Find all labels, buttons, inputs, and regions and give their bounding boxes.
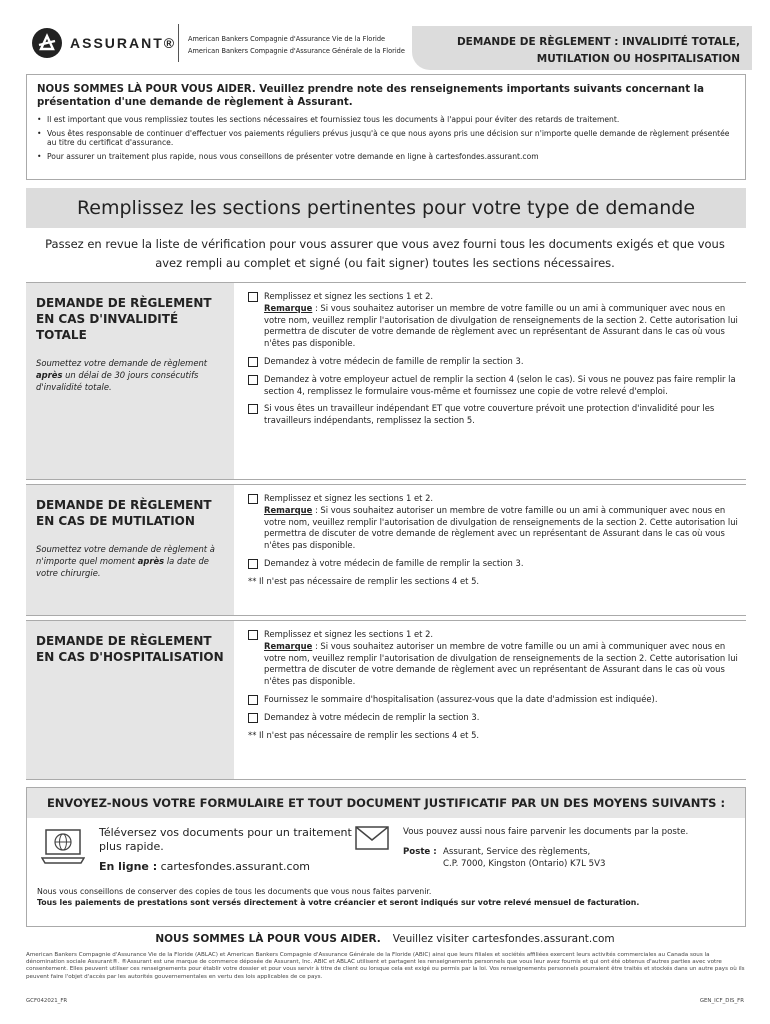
assurant-logo xyxy=(32,28,176,58)
form-title xyxy=(412,26,752,70)
remarque-label: Remarque xyxy=(264,302,313,313)
help-list xyxy=(37,115,735,161)
section-nb: ** Il n'est pas nécessaire de remplir les sections 4 et 5. xyxy=(248,575,480,586)
section-sidebar xyxy=(26,485,234,615)
remarque-text: : Si vous souhaitez autoriser un membre de votre famille ou un ami à communiquer avec nous en votre nom, veuillez remplir l'autorisation de divulgation de renseignements de la section 2. Cette autorisation lui permettra de discuter de votre demande de règlement avec un représentant de Assurant dans le cas où vous n'êtes pas disponible. xyxy=(264,302,738,349)
section-note xyxy=(36,543,224,579)
mail-address-line: Assurant, Service des règlements, xyxy=(443,847,591,857)
section-note xyxy=(36,357,224,393)
mail-label: Poste : xyxy=(403,847,437,857)
section-hospitalisation xyxy=(26,620,746,780)
remarque xyxy=(264,641,742,688)
company-name: American Bankers Compagnie d'Assurance Générale de la Floride xyxy=(188,47,405,55)
laptop-globe-icon xyxy=(41,828,85,866)
company-names xyxy=(188,33,405,57)
checkbox[interactable] xyxy=(248,559,258,569)
section-title: DEMANDE DE RÈGLEMENT EN CAS D'HOSPITALISATION xyxy=(36,634,224,664)
form-title-line: MUTILATION OU HOSPITALISATION xyxy=(536,53,740,65)
online-text: Téléversez vos documents pour un traitement plus rapide. xyxy=(99,826,352,853)
item-text: Remplissez et signez les sections 1 et 2. xyxy=(264,629,434,639)
send-note: Nous vous conseillons de conserver des copies de tous les documents que vous nous faites parvenir. xyxy=(37,887,432,896)
help-bullet: • Il est important que vous remplissiez toutes les sections nécessaires et fournissiez tous les documents à l'appui pour éviter des retards de traitement. xyxy=(37,115,735,125)
note-text: Soumettez votre demande de règlement à n'importe quel moment xyxy=(36,544,215,566)
checkbox[interactable] xyxy=(248,404,258,414)
note-bold: après xyxy=(36,370,63,380)
help-footer xyxy=(0,932,770,946)
checklist-item xyxy=(248,403,742,427)
item-text: Remplissez et signez les sections 1 et 2. xyxy=(264,493,434,503)
checklist-item xyxy=(248,558,742,570)
form-code-left: GCF042021_FR xyxy=(26,998,68,1004)
help-box xyxy=(26,74,746,180)
note-text: Soumettez votre demande de règlement xyxy=(36,358,208,368)
help-footer-bold: NOUS SOMMES LÀ POUR VOUS AIDER. xyxy=(155,933,381,945)
checkbox[interactable] xyxy=(248,375,258,385)
remarque xyxy=(264,303,742,350)
checkbox[interactable] xyxy=(248,713,258,723)
checkbox[interactable] xyxy=(248,494,258,504)
checkbox[interactable] xyxy=(248,630,258,640)
checklist-item xyxy=(248,374,742,398)
section-sidebar xyxy=(26,283,234,479)
remarque-text: : Si vous souhaitez autoriser un membre de votre famille ou un ami à communiquer avec nous en votre nom, veuillez remplir l'autorisation de divulgation de renseignements de la section 2. Cette autorisation lui permettra de discuter de votre demande de règlement avec un représentant de Assurant dans le cas où vous n'êtes pas disponible. xyxy=(264,640,738,687)
item-text: Demandez à votre médecin de famille de remplir la section 3. xyxy=(264,557,524,568)
online-label: En ligne : xyxy=(99,860,158,873)
main-title: Remplissez les sections pertinentes pour votre type de demande xyxy=(26,188,746,228)
item-text: Demandez à votre employeur actuel de remplir la section 4 (selon le cas). Si vous ne pouvez pas faire remplir la section 4, remplissez le formulaire vous-même et fournissez une copie de votre relevé d'emploi. xyxy=(264,373,736,396)
main-intro: Passez en revue la liste de vérification pour vous assurer que vous avez fourni tous les documents exigés et que vous avez rempli au complet et signé (ou fait signer) toutes les sections nécessaires. xyxy=(45,237,725,270)
checkbox[interactable] xyxy=(248,695,258,705)
send-section xyxy=(26,787,746,927)
checklist-item xyxy=(248,356,742,368)
form-title-line: DEMANDE DE RÈGLEMENT : INVALIDITÉ TOTALE, xyxy=(456,36,740,48)
section-nb: ** Il n'est pas nécessaire de remplir les sections 4 et 5. xyxy=(248,729,480,740)
checklist-item xyxy=(248,629,742,688)
logo-text: ASSURANT® xyxy=(70,35,177,51)
send-notes xyxy=(37,886,737,908)
section-mutilation xyxy=(26,484,746,616)
remarque-label: Remarque xyxy=(264,640,313,651)
company-name: American Bankers Compagnie d'Assurance Vie de la Floride xyxy=(188,35,386,43)
help-bullet: • Pour assurer un traitement plus rapide, nous vous conseillons de présenter votre demande en ligne à cartesfondes.assurant.com xyxy=(37,152,735,162)
help-bullet: • Vous êtes responsable de continuer d'effectuer vos paiements réguliers prévus jusqu'à ce que nous ayons pris une décision sur n'importe quelle demande de règlement présentée au titre du certificat d'assurance. xyxy=(37,129,735,148)
note-text: la date de votre chirurgie. xyxy=(36,556,209,578)
online-option xyxy=(41,826,361,878)
checklist-item xyxy=(248,291,742,350)
mail-address xyxy=(403,846,605,870)
section-checklist xyxy=(248,485,742,588)
mail-option xyxy=(355,826,745,878)
item-text: Demandez à votre médecin de famille de remplir la section 3. xyxy=(264,355,524,366)
item-text: Demandez à votre médecin de remplir la section 3. xyxy=(264,711,480,722)
online-url-link[interactable]: cartesfondes.assurant.com xyxy=(160,860,311,873)
help-title: NOUS SOMMES LÀ POUR VOUS AIDER. Veuillez prendre note des renseignements importants suivants concernant la présentation d'une demande de règlement à Assurant. xyxy=(37,84,704,108)
page-header xyxy=(0,0,770,80)
section-invalidite xyxy=(26,282,746,480)
item-text: Si vous êtes un travailleur indépendant ET que votre couverture prévoit une protection d'invalidité pour les travailleurs indépendants, remplissez la section 5. xyxy=(264,403,715,426)
checkbox[interactable] xyxy=(248,292,258,302)
section-title: DEMANDE DE RÈGLEMENT EN CAS DE MUTILATION xyxy=(36,498,212,528)
item-text: Remplissez et signez les sections 1 et 2. xyxy=(264,291,434,301)
note-text: un délai de 30 jours consécutifs d'invalidité totale. xyxy=(36,370,199,392)
checkbox[interactable] xyxy=(248,357,258,367)
note-bold: après xyxy=(137,556,165,566)
checklist-item xyxy=(248,712,742,724)
checklist-item xyxy=(248,493,742,552)
legal-text: American Bankers Compagnie d'Assurance Vie de la Floride (ABLAC) et American Bankers Compagnie d'Assurance Générale de la Floride (ABIC) ainsi que leurs filiales et sociétés affiliées exercent leurs activités commerciales au Canada sous la dénomination sociale Assurant®. ®Assurant est une marque de commerce déposée de Assurant, Inc. ABIC et ABLAC utilisent et partagent les renseignements personnels que vous leur avez fournis et qui ont été obtenus d'autres parties avec votre consentement. Elles peuvent utiliser ces renseignements pour établir votre dossier et pour vous servir à titre de client ou lorsque cela est exigé ou permis par la loi. Vos renseignements personnels pourraient être traités et stockés dans un autre pays où ils peuvent faire l'objet d'accès par les autorités gouvernementales en vertu des lois applicables de ce pays. xyxy=(26,952,745,980)
remarque-label: Remarque xyxy=(264,504,313,515)
item-text: Fournissez le sommaire d'hospitalisation (assurez-vous que la date d'admission est indiquée). xyxy=(264,693,658,704)
mail-text: Vous pouvez aussi nous faire parvenir les documents par la poste. xyxy=(403,827,689,837)
help-footer-text: Veuillez visiter cartesfondes.assurant.com xyxy=(392,933,615,945)
online-url-line xyxy=(99,860,310,874)
section-title: DEMANDE DE RÈGLEMENT EN CAS D'INVALIDITÉ TOTALE xyxy=(36,296,212,342)
assurant-logo-icon xyxy=(32,28,62,58)
checklist-item xyxy=(248,694,742,706)
section-sidebar xyxy=(26,621,234,779)
remarque xyxy=(264,505,742,552)
section-checklist xyxy=(248,283,742,433)
envelope-icon xyxy=(355,826,389,850)
form-code-right: GEN_ICF_DIS_FR xyxy=(699,998,744,1004)
remarque-text: : Si vous souhaitez autoriser un membre de votre famille ou un ami à communiquer avec nous en votre nom, veuillez remplir l'autorisation de divulgation de renseignements de la section 2. Cette autorisation lui permettra de discuter de votre demande de règlement avec un représentant de Assurant dans le cas où vous n'êtes pas disponible. xyxy=(264,504,738,551)
send-title: ENVOYEZ-NOUS VOTRE FORMULAIRE ET TOUT DOCUMENT JUSTIFICATIF PAR UN DES MOYENS SUIVANTS : xyxy=(27,788,745,818)
mail-address-line: C.P. 7000, Kingston (Ontario) K7L 5V3 xyxy=(443,859,606,869)
header-divider xyxy=(178,24,179,62)
section-checklist xyxy=(248,621,742,741)
send-note-bold: Tous les paiements de prestations sont versés directement à votre créancier et seront indiqués sur votre relevé mensuel de facturation. xyxy=(37,898,640,907)
